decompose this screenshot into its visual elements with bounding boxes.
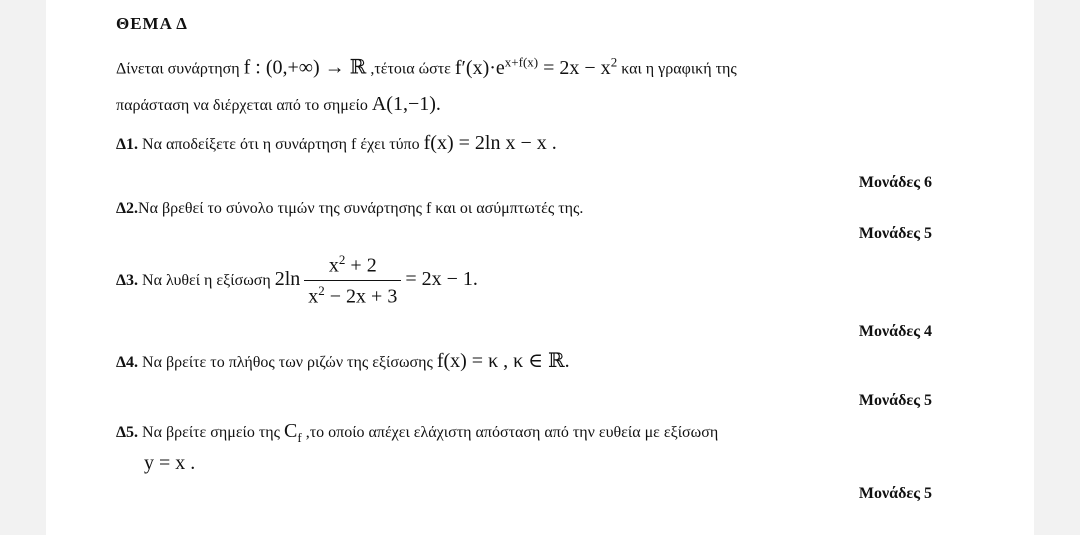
marks-d3: Μονάδες 4 xyxy=(858,323,932,340)
section-title: ΘΕΜΑ Δ xyxy=(116,14,188,33)
question-math: f(x) = 2ln x − x . xyxy=(423,132,557,154)
point-math: A(1,−1). xyxy=(371,93,441,115)
question-text: Να βρείτε σημείο της xyxy=(142,424,280,441)
question-d3 xyxy=(116,252,478,308)
question-d2 xyxy=(116,200,583,218)
intro-text: Δίνεται συνάρτηση xyxy=(116,60,240,78)
question-text: ,το οποίο απέχει ελάχιστη απόσταση από την ευθεία με εξίσωση xyxy=(305,424,719,441)
question-label: Δ2. xyxy=(116,200,139,217)
question-label: Δ3. xyxy=(116,271,139,289)
intro-text: ,τέτοια ώστε xyxy=(370,60,451,78)
question-text: Να βρείτε το πλήθος των ριζών της εξίσωσης xyxy=(142,354,433,371)
curve-math: $C_f$ xyxy=(284,420,302,445)
question-d1 xyxy=(116,132,557,155)
function-domain-math: f : (0,+∞) → ℝ xyxy=(243,56,367,79)
intro-text: και η γραφική της xyxy=(621,60,737,78)
functional-equation-math: $f'(x)\cdot e^{x+f(x)} = 2x - x^2$ xyxy=(454,54,618,79)
fraction: $\frac{x^2 + 2}{x^2 - 2x + 3}$ xyxy=(304,252,401,308)
question-text: Να λυθεί η εξίσωση xyxy=(142,271,271,289)
intro-line-1 xyxy=(116,54,737,80)
marks-d2: Μονάδες 5 xyxy=(858,225,932,242)
equation-math: 2ln $\frac{x^2 + 2}{x^2 - 2x + 3}$ = 2x − 1. xyxy=(274,252,478,308)
question-label: Δ4. xyxy=(116,354,139,371)
intro-text: παράσταση να διέρχεται από το σημείο xyxy=(116,97,368,114)
line-equation-math: y = x . xyxy=(144,452,196,474)
document-page xyxy=(46,0,1034,535)
question-d5 xyxy=(116,420,718,446)
question-math: f(x) = κ , κ ∈ ℝ. xyxy=(436,350,570,372)
question-text: Να βρεθεί το σύνολο τιμών της συνάρτησης f και οι ασύμπτωτές της. xyxy=(138,200,584,217)
question-label: Δ5. xyxy=(116,424,139,441)
intro-line-2 xyxy=(116,93,441,116)
question-text: Να αποδείξετε ότι η συνάρτηση f έχει τύπο xyxy=(142,136,420,153)
marks-d5: Μονάδες 5 xyxy=(858,485,932,502)
question-d4 xyxy=(116,348,570,373)
watermark xyxy=(486,212,621,313)
marks-d1: Μονάδες 6 xyxy=(858,174,932,191)
marks-d4: Μονάδες 5 xyxy=(858,392,932,409)
question-d5-line-2 xyxy=(144,452,195,475)
question-label: Δ1. xyxy=(116,136,139,153)
